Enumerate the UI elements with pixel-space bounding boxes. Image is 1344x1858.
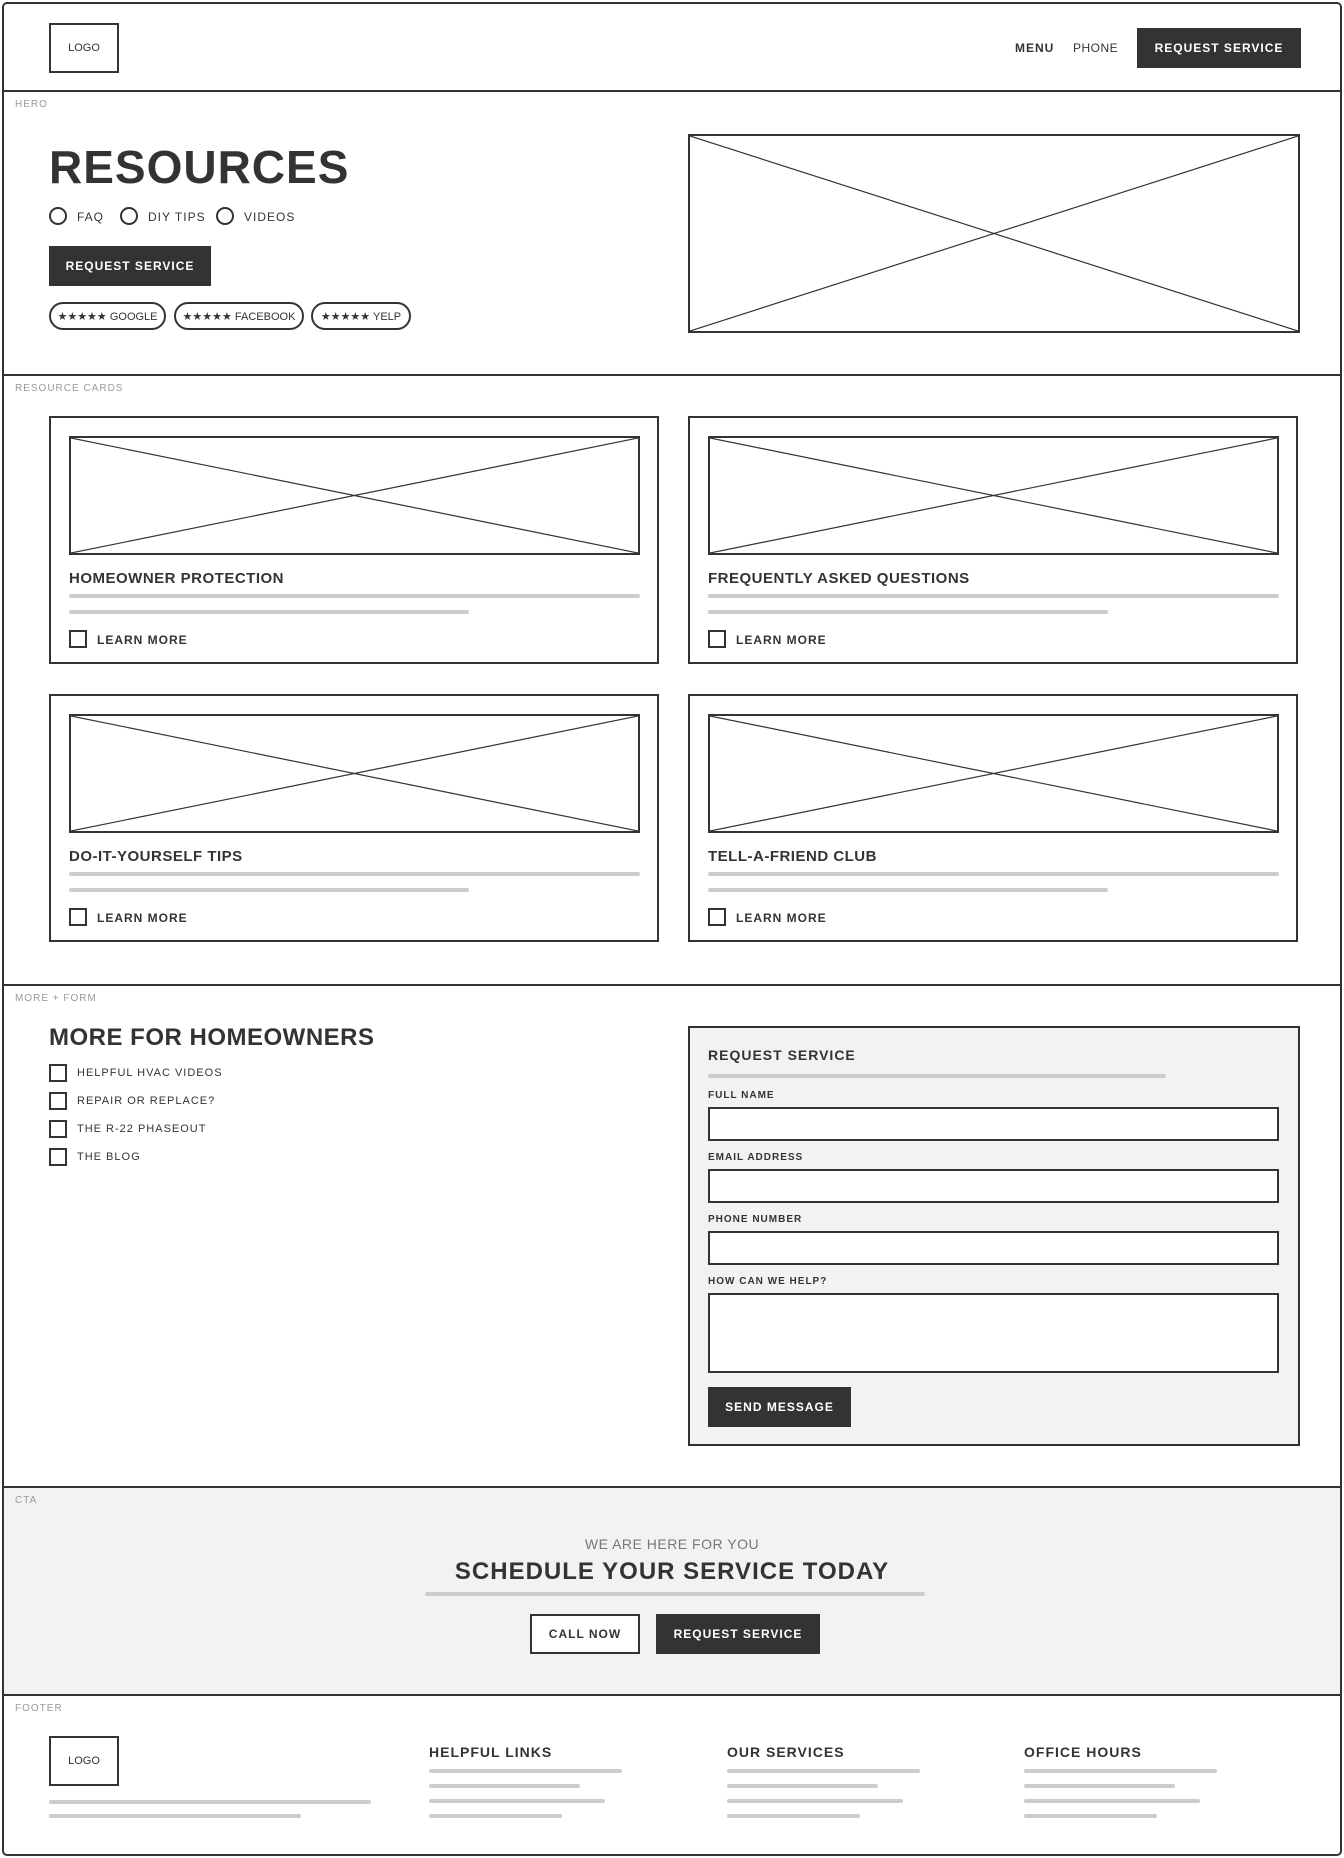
header-request-service-button[interactable]: REQUEST SERVICE (1137, 28, 1301, 68)
section-label: CTA (15, 1495, 38, 1506)
image-placeholder-icon (71, 716, 638, 831)
text-placeholder-line (429, 1784, 580, 1788)
text-placeholder-line (708, 872, 1279, 876)
text-placeholder-line (708, 1074, 1166, 1078)
footer-logo[interactable]: LOGO (49, 1736, 119, 1786)
text-placeholder-line (727, 1769, 920, 1773)
text-placeholder-line (1024, 1799, 1200, 1803)
image-placeholder-icon (71, 438, 638, 553)
phone-label: PHONE NUMBER (708, 1214, 803, 1225)
text-placeholder-line (69, 610, 469, 614)
site-footer (4, 1696, 1340, 1856)
card-image-placeholder (708, 714, 1279, 833)
text-placeholder-line (1024, 1814, 1157, 1818)
learn-more-checkbox[interactable] (69, 630, 87, 648)
email-input[interactable] (708, 1169, 1279, 1203)
yelp-review-badge[interactable]: ★★★★★ YELP (311, 302, 411, 330)
text-placeholder-line (429, 1769, 622, 1773)
card-title: FREQUENTLY ASKED QUESTIONS (708, 570, 970, 587)
radio-faq[interactable] (49, 207, 67, 225)
more-title: MORE FOR HOMEOWNERS (49, 1024, 375, 1051)
learn-more-checkbox[interactable] (69, 908, 87, 926)
page-frame (2, 2, 1342, 1856)
facebook-review-badge[interactable]: ★★★★★ FACEBOOK (174, 302, 304, 330)
more-item-checkbox[interactable] (49, 1120, 67, 1138)
section-label: FOOTER (15, 1703, 63, 1714)
text-placeholder-line (1024, 1769, 1217, 1773)
more-item-checkbox[interactable] (49, 1148, 67, 1166)
text-placeholder-line (69, 888, 469, 892)
more-item-r22-phaseout[interactable]: THE R-22 PHASEOUT (77, 1123, 207, 1135)
more-item-checkbox[interactable] (49, 1092, 67, 1110)
footer-col-office-hours-title: OFFICE HOURS (1024, 1744, 1142, 1760)
card-title: TELL-A-FRIEND CLUB (708, 848, 877, 865)
header-logo[interactable]: LOGO (49, 23, 119, 73)
call-now-button[interactable]: CALL NOW (530, 1614, 640, 1654)
hero-section (4, 92, 1340, 376)
cta-section (4, 1488, 1340, 1696)
image-placeholder-icon (690, 136, 1298, 331)
resource-card-diy-tips[interactable] (49, 694, 659, 942)
site-header (4, 4, 1340, 92)
section-label: MORE + FORM (15, 993, 97, 1004)
card-image-placeholder (69, 714, 640, 833)
radio-label-faq: FAQ (77, 210, 105, 224)
learn-more-link[interactable]: LEARN MORE (736, 911, 827, 925)
text-placeholder-line (429, 1814, 562, 1818)
radio-diy-tips[interactable] (120, 207, 138, 225)
resource-card-tell-a-friend[interactable] (688, 694, 1298, 942)
help-textarea[interactable] (708, 1293, 1279, 1373)
learn-more-link[interactable]: LEARN MORE (97, 633, 188, 647)
resource-card-faq[interactable] (688, 416, 1298, 664)
radio-videos[interactable] (216, 207, 234, 225)
text-placeholder-line (708, 888, 1108, 892)
cta-title: SCHEDULE YOUR SERVICE TODAY (454, 1558, 890, 1585)
email-label: EMAIL ADDRESS (708, 1152, 804, 1163)
full-name-input[interactable] (708, 1107, 1279, 1141)
more-item-hvac-videos[interactable]: HELPFUL HVAC VIDEOS (77, 1067, 223, 1079)
image-placeholder-icon (710, 716, 1277, 831)
text-placeholder-line (69, 594, 640, 598)
send-message-button[interactable]: SEND MESSAGE (708, 1387, 851, 1427)
page-title: RESOURCES (49, 141, 350, 193)
image-placeholder-icon (710, 438, 1277, 553)
help-label: HOW CAN WE HELP? (708, 1276, 828, 1287)
hero-request-service-button[interactable]: REQUEST SERVICE (49, 246, 211, 286)
text-placeholder-line (49, 1814, 301, 1818)
text-placeholder-line (727, 1784, 878, 1788)
section-label: HERO (15, 99, 48, 110)
learn-more-link[interactable]: LEARN MORE (97, 911, 188, 925)
phone-input[interactable] (708, 1231, 1279, 1265)
learn-more-checkbox[interactable] (708, 630, 726, 648)
cta-eyebrow: WE ARE HERE FOR YOU (584, 1536, 760, 1552)
text-placeholder-line (708, 594, 1279, 598)
text-placeholder-line (727, 1799, 903, 1803)
learn-more-checkbox[interactable] (708, 908, 726, 926)
text-placeholder-line (429, 1799, 605, 1803)
text-placeholder-line (69, 872, 640, 876)
google-review-badge[interactable]: ★★★★★ GOOGLE (49, 302, 166, 330)
hero-image-placeholder (688, 134, 1300, 333)
radio-label-diy-tips: DIY TIPS (148, 210, 206, 224)
card-title: DO-IT-YOURSELF TIPS (69, 848, 243, 865)
footer-col-our-services-title: OUR SERVICES (727, 1744, 845, 1760)
text-placeholder-line (708, 610, 1108, 614)
cta-request-service-button[interactable]: REQUEST SERVICE (656, 1614, 820, 1654)
nav-menu-link[interactable]: MENU (1015, 41, 1055, 55)
text-placeholder-line (1024, 1784, 1175, 1788)
form-title: REQUEST SERVICE (708, 1047, 856, 1063)
radio-label-videos: VIDEOS (244, 210, 296, 224)
text-placeholder-line (425, 1592, 925, 1596)
text-placeholder-line (49, 1800, 371, 1804)
card-image-placeholder (708, 436, 1279, 555)
more-item-repair-or-replace[interactable]: REPAIR OR REPLACE? (77, 1095, 216, 1107)
more-item-blog[interactable]: THE BLOG (77, 1151, 141, 1163)
footer-col-helpful-links-title: HELPFUL LINKS (429, 1744, 553, 1760)
request-service-form (688, 1026, 1300, 1446)
more-item-checkbox[interactable] (49, 1064, 67, 1082)
resource-cards-section (4, 376, 1340, 986)
card-image-placeholder (69, 436, 640, 555)
full-name-label: FULL NAME (708, 1090, 775, 1101)
resource-card-homeowner-protection[interactable] (49, 416, 659, 664)
text-placeholder-line (727, 1814, 860, 1818)
nav-phone-link[interactable]: PHONE (1073, 41, 1119, 55)
card-title: HOMEOWNER PROTECTION (69, 570, 284, 587)
learn-more-link[interactable]: LEARN MORE (736, 633, 827, 647)
section-label: RESOURCE CARDS (15, 383, 124, 394)
more-form-section (4, 986, 1340, 1488)
